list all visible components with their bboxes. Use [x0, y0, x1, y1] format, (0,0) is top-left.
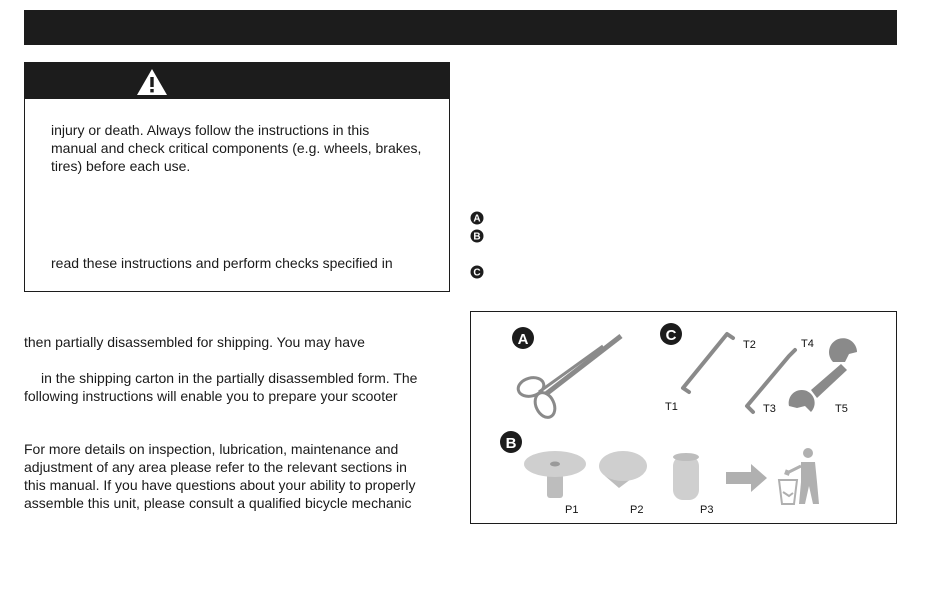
part-label-a: A	[473, 213, 481, 225]
group-a-badge	[512, 327, 534, 349]
text-line: injury or death. Always follow the instructions in this	[51, 122, 370, 138]
text-line: tires) before each use.	[51, 158, 191, 174]
protector-tube-icon	[673, 453, 699, 500]
group-b-badge	[500, 431, 522, 453]
scissors-icon	[516, 336, 621, 421]
text-line: manual and check critical components (e.g. wheels, brakes,	[51, 140, 422, 156]
svg-text:C: C	[665, 327, 677, 344]
arrow-right-icon	[726, 464, 767, 492]
part-label-a-icon	[470, 211, 484, 225]
protector-cap-icon	[599, 451, 647, 488]
warning-paragraph-2: read these instructions and perform checks specified in	[51, 255, 393, 271]
body-paragraph-2	[24, 369, 454, 405]
tools-figure	[470, 311, 897, 524]
text-line: For more details on inspection, lubrication, maintenance and	[24, 441, 399, 457]
text-line: adjustment of any area please refer to the relevant sections in	[24, 459, 407, 475]
text-line: assemble this unit, please consult a qualified bicycle mechanic	[24, 495, 412, 511]
protector-label-p1: P1	[565, 504, 579, 516]
warning-box	[24, 62, 450, 292]
warning-triangle-icon	[136, 68, 168, 96]
protector-label-p3: P3	[700, 504, 714, 516]
text-line: this manual. If you have questions about your ability to properly	[24, 477, 416, 493]
body-paragraph-1: then partially disassembled for shipping. You may have	[24, 334, 365, 350]
protector-disc-icon	[524, 451, 586, 498]
part-label-b: B	[473, 231, 481, 243]
part-label-c-icon	[470, 265, 484, 279]
header-bar	[24, 10, 897, 45]
text-line: following instructions will enable you to prepare your scooter	[24, 388, 398, 404]
protector-label-p2: P2	[630, 504, 644, 516]
tool-label-t2: T2	[743, 339, 756, 351]
svg-text:A: A	[517, 331, 529, 348]
spanner-icon	[789, 338, 857, 412]
tool-label-t3: T3	[763, 403, 776, 415]
warning-header	[25, 63, 449, 99]
body-paragraph-3	[24, 440, 454, 512]
tool-label-t1: T1	[665, 401, 678, 413]
svg-text:B: B	[505, 435, 517, 452]
part-label-c: C	[473, 267, 481, 279]
trash-bin-icon	[779, 448, 819, 504]
part-label-b-icon	[470, 229, 484, 243]
warning-paragraph-1	[51, 121, 421, 175]
text-line: in the shipping carton in the partially disassembled form. The	[41, 370, 418, 386]
group-c-badge	[660, 323, 682, 345]
tool-label-t5: T5	[835, 403, 848, 415]
tool-label-t4: T4	[801, 338, 814, 350]
hex-key-icon	[683, 334, 733, 392]
